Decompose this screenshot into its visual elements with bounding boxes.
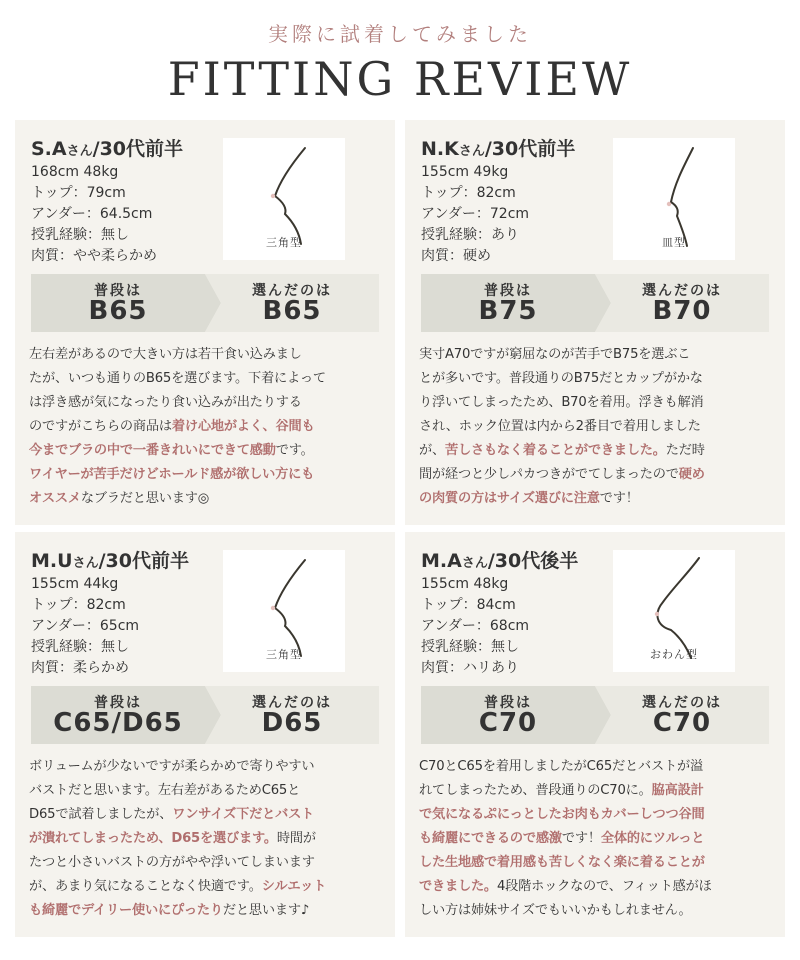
reviewer-stats <box>31 162 157 267</box>
stat-height-weight: 155cm 49kg <box>421 164 509 180</box>
review-text: 左右差があるので大きい方は若干食い込みまし たが、いつも通りのB65を選びます。下着によって は浮き感が気になったり食い込みが出たりする のですがこちらの商品は着け心地がよく、谷間も 今までブラの中で一番きれいにできて感動です。 ワイヤーが苦手だけどホールド感が欲しい方にも オススメなブラだと思います◎ <box>29 347 326 506</box>
page-header <box>0 0 800 120</box>
stat-height-weight: 168cm 48kg <box>31 164 119 180</box>
stat-top: トップ：82cm <box>31 597 126 613</box>
reviewer-stats <box>31 574 139 679</box>
review-card <box>405 532 785 937</box>
stat-top: トップ：79cm <box>31 185 126 201</box>
reviewer-name: M.Uさん/30代前半 <box>31 550 189 572</box>
chosen-size-value: B70 <box>652 296 712 326</box>
chosen-size: 選んだのは D65 <box>205 686 379 744</box>
stat-under: アンダー：72cm <box>421 206 530 222</box>
stat-texture: 肉質：ハリあり <box>421 660 519 676</box>
stat-top: トップ：84cm <box>421 597 516 613</box>
stat-texture: 肉質：硬め <box>421 248 491 264</box>
size-comparison <box>421 274 769 332</box>
chosen-size: 選んだのは C70 <box>595 686 769 744</box>
highlight: 脇高設計 <box>651 783 704 798</box>
usual-size-value: B65 <box>88 296 148 326</box>
page-title: FITTING REVIEW <box>167 52 633 106</box>
reviewer-name: M.Aさん/30代後半 <box>421 550 579 572</box>
highlight: 全体的にツルっと <box>600 831 705 846</box>
stat-top: トップ：82cm <box>421 185 516 201</box>
shape-figure <box>223 550 345 672</box>
stat-nursing: 授乳経験：無し <box>31 639 129 655</box>
shape-label: 皿型 <box>662 236 686 249</box>
review-card <box>405 120 785 525</box>
usual-size: 普段は B65 <box>31 274 205 332</box>
shape-figure <box>613 138 735 260</box>
review-text: 実寸A70ですが窮屈なのが苦手でB75を選ぶこ とが多いです。普段通りのB75だとカップがかな り浮いてしまったため、B70を着用。浮きも解消 され、ホック位置は内から2番目で着用しました が、苦しさもなく着ることができました。ただ時 間が経つと少しパカつきがでてしまったので硬め の肉質の方はサイズ選びに注意です！ <box>419 347 705 506</box>
stat-under: アンダー：64.5cm <box>31 206 153 222</box>
usual-size-value: C70 <box>478 708 538 738</box>
highlight: 硬め <box>678 467 705 482</box>
stat-texture: 肉質：やや柔らかめ <box>31 248 157 264</box>
highlight: ワンサイズ下だとバスト <box>172 807 315 822</box>
reviewer-stats <box>421 574 529 679</box>
usual-size-value: B75 <box>478 296 538 326</box>
chosen-size-value: D65 <box>261 708 323 738</box>
highlight: ワイヤーが苦手だけどホールド感が欲しい方にも <box>29 467 315 482</box>
chosen-size-value: C70 <box>652 708 712 738</box>
review-text: C70とC65を着用しましたがC65だとバストが溢 れてしまったため、普段通りのC70に。脇高設計 で気になるぷにっとしたお肉もカバーしつつ谷間 も綺麗にできるので感激です！全体的にツルっと した生地感で着用感も苦しくなく楽に着ることが できました。4段階ホックなので、フィット感がほ しい方は姉妹サイズでもいいかもしれません。 <box>419 759 712 918</box>
review-card <box>15 120 395 525</box>
shape-figure <box>613 550 735 672</box>
highlight: 着け心地がよく、谷間も <box>171 419 315 434</box>
reviewer-stats <box>421 162 529 267</box>
stat-height-weight: 155cm 48kg <box>421 576 509 592</box>
highlight: が潰れてしまったため、D65を選びます。 <box>29 831 277 846</box>
highlight: オススメ <box>29 491 81 506</box>
reviewer-name: S.Aさん/30代前半 <box>31 138 184 160</box>
size-comparison <box>421 686 769 744</box>
usual-size-value: C65/D65 <box>53 708 183 738</box>
shape-label: おわん型 <box>650 648 698 661</box>
page-subtitle: 実際に試着してみました <box>268 22 532 46</box>
reviewer-name: N.Kさん/30代前半 <box>421 138 576 160</box>
highlight: 苦しさもなく着ることができました。 <box>444 443 666 458</box>
chosen-size-value: B65 <box>262 296 322 326</box>
stat-under: アンダー：65cm <box>31 618 140 634</box>
usual-size: 普段は C65/D65 <box>31 686 205 744</box>
usual-size: 普段は C70 <box>421 686 595 744</box>
shape-figure <box>223 138 345 260</box>
review-text: ボリュームが少ないですが柔らかめで寄りやすい バストだと思います。左右差があるためC65と D65で試着しましたが、ワンサイズ下だとバスト が潰れてしまったため、D65を選びます。時間が たつと小さいバストの方がやや浮いてしまいます が、あまり気になることなく快適です。シルエット も綺麗でデイリー使いにぴったりだと思います♪ <box>29 759 327 918</box>
size-comparison <box>31 686 379 744</box>
highlight: も綺麗にできるので感激 <box>419 831 562 846</box>
stat-nursing: 授乳経験：無し <box>31 227 129 243</box>
highlight: の肉質の方はサイズ選びに注意 <box>419 491 600 506</box>
size-comparison <box>31 274 379 332</box>
chosen-size: 選んだのは B70 <box>595 274 769 332</box>
highlight: で気になるぷにっとしたお肉もカバーしつつ谷間 <box>419 807 705 822</box>
shape-label: 三角型 <box>266 648 302 661</box>
review-card <box>15 532 395 937</box>
highlight: も綺麗でデイリー使いにぴったり <box>29 903 223 918</box>
chosen-size: 選んだのは B65 <box>205 274 379 332</box>
highlight: シルエット <box>261 879 327 894</box>
shape-label: 三角型 <box>266 236 302 249</box>
highlight: した生地感で着用感も苦しくなく楽に着ることが <box>419 855 705 870</box>
stat-texture: 肉質：柔らかめ <box>31 660 129 676</box>
stat-height-weight: 155cm 44kg <box>31 576 119 592</box>
stat-under: アンダー：68cm <box>421 618 530 634</box>
stat-nursing: 授乳経験：あり <box>421 227 519 243</box>
highlight: 今までブラの中で一番きれいにできて感動 <box>29 443 276 458</box>
stat-nursing: 授乳経験：無し <box>421 639 519 655</box>
highlight: できました。 <box>419 879 497 894</box>
usual-size: 普段は B75 <box>421 274 595 332</box>
